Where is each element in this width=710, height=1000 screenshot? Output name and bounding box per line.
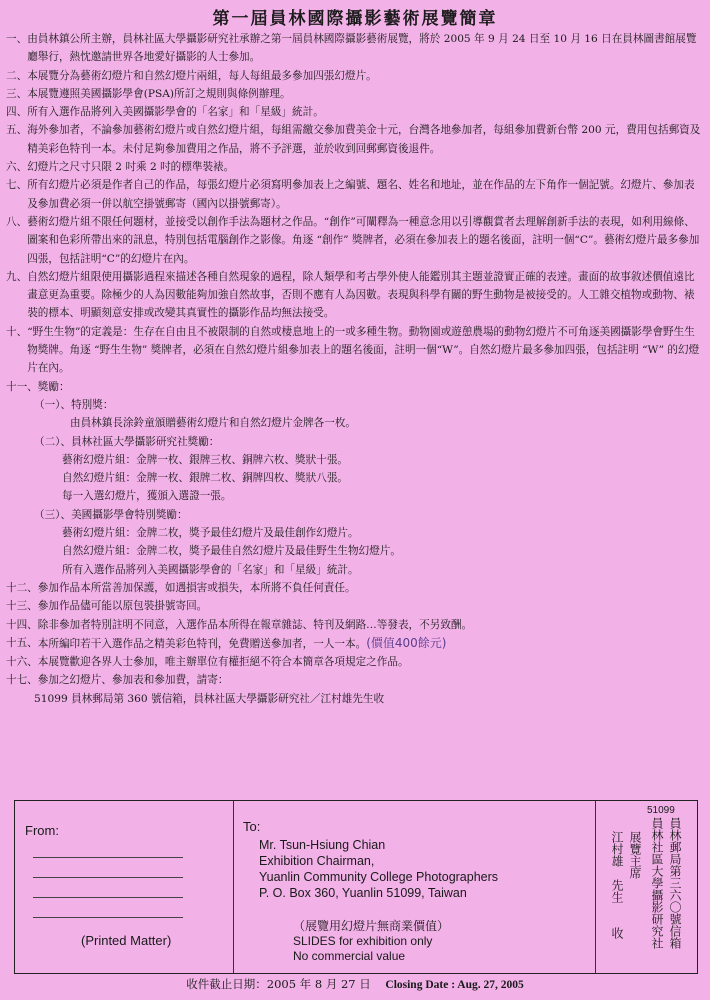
to-line: Yuanlin Community College Photographers [259, 870, 499, 884]
slides-line: （展覽用幻燈片無商業價值） [293, 919, 450, 933]
rule-item [6, 103, 702, 121]
rule-item [6, 158, 702, 176]
rule-text-content: 51099 員林郵局第 360 號信箱，員林社區大學攝影研究社／江村雄先生收 [34, 692, 385, 705]
vertical-recipient: 江村雄 先生 收 [610, 831, 624, 939]
rule-number: 五、 [6, 124, 28, 137]
from-label: From: [25, 823, 59, 838]
rule-item [6, 524, 702, 542]
rule-number: 十七、 [6, 674, 38, 687]
rule-text [27, 323, 702, 378]
rule-item [6, 653, 702, 671]
rule-text [38, 671, 702, 689]
rule-text-content: 本所編印若干入選作品之精美彩色特刊，免費贈送參加者，一人一本。 [37, 637, 367, 650]
rule-number: 七、 [6, 179, 28, 192]
rule-text-content: 獎勵： [37, 380, 70, 393]
mailing-label [14, 800, 698, 974]
rule-number: 十、 [6, 325, 28, 338]
vertical-address-org: 員林社區大學攝影研究社 [650, 817, 664, 949]
rule-item [6, 542, 702, 560]
rule-text-content: （三）、美國攝影學會特別獎勵： [34, 508, 188, 521]
slides-line: No commercial value [293, 949, 406, 963]
rule-text [34, 433, 702, 451]
rule-text-content: 由員林鎮公所主辦，員林社區大學攝影研究社承辦之第一屆員林國際攝影藝術展覽，將於 2005 年 9 月 24 日至 10 月 16 日在員林圖書館展覽廳舉行，熱忱邀請世界各地愛好攝影的人士參加。 [27, 33, 697, 64]
rule-text-content: 所有入選作品將列入美國攝影學會的「名家」和「星級」統計。 [27, 106, 324, 119]
rule-text-content: 海外參加者，不論參加藝術幻燈片或自然幻燈片組，每組需繳交參加費美金十元，台灣各地參加者，每組參加費新台幣 200 元，費用包括郵資及精美彩色特刊一本。未付足夠參加費用之作品，將不予評選，並於收到回郵郵資後退件。 [27, 124, 701, 155]
label-divider-right [595, 801, 596, 973]
closing-date [0, 976, 710, 992]
rule-text-content: （一）、特別獎： [34, 398, 114, 411]
rule-item [6, 561, 702, 579]
rule-number: 四、 [6, 106, 28, 119]
to-line: P. O. Box 360, Yuanlin 51099, Taiwan [259, 886, 467, 900]
rule-item [6, 469, 702, 487]
page-title: 第一屆員林國際攝影藝術展覽簡章 [212, 9, 498, 29]
rule-item [6, 433, 702, 451]
rule-number: 九、 [6, 270, 28, 283]
rule-text [27, 176, 702, 213]
rule-item [6, 85, 702, 103]
rule-text-content: 參加作品儘可能以原包裝掛號寄回。 [37, 600, 208, 613]
rule-text [27, 158, 702, 176]
rule-text [27, 121, 702, 158]
rule-text-content: 參加之幻燈片、參加表和參加費，請寄： [37, 674, 229, 687]
rule-text-content: 自然幻燈片組：金牌二枚，獎予最佳自然幻燈片及最佳野生生物幻燈片。 [62, 545, 401, 558]
rule-text [70, 414, 702, 432]
rule-text-content: 本展覽歡迎各界人士參加，唯主辦單位有權拒絕不符合本簡章各項規定之作品。 [37, 656, 409, 669]
rule-item [6, 414, 702, 432]
rule-number: 十三、 [6, 600, 38, 613]
rule-text-content: 藝術幻燈片組：金牌一枚、銀牌三枚、銅牌六枚、獎狀十張。 [62, 453, 349, 466]
rule-item [6, 176, 702, 213]
rule-text [27, 67, 702, 85]
printed-matter-label: (Printed Matter) [81, 933, 172, 948]
rule-text [62, 451, 702, 469]
rule-text-content: 除非參加者特別註明不同意，入選作品本所得在報章雜誌、特刊及網路…等發表，不另致酬。 [37, 618, 473, 631]
rule-number: 十四、 [6, 618, 38, 631]
rule-item [6, 671, 702, 689]
rule-item [6, 579, 702, 597]
rule-text [62, 487, 702, 505]
rule-item [6, 487, 702, 505]
rule-text [62, 542, 702, 560]
rule-item [6, 378, 702, 396]
rule-text-content: 每一入選幻燈片，獲頒入選證一張。 [62, 490, 232, 503]
rule-number: 十二、 [6, 581, 38, 594]
to-line: Exhibition Chairman, [259, 854, 375, 868]
rule-text-content: 自然幻燈片組限使用攝影過程來描述各種自然現象的過程，除人類學和考古學外使人能鑑別其主題並證實正確的表達。畫面的故事敘述價值遠比畫意更為重要。除極少的人為因數能夠加強自然故事，否則不應有人為因數。表現與科學有關的野生動物是被接受的。人工雜交植物或動物、裱裝的標本、明顯刻意安排或改變其真實性的攝影作品均無法接受。 [27, 270, 695, 320]
rule-item [6, 323, 702, 378]
rule-text [27, 213, 702, 268]
slides-line: SLIDES for exhibition only [293, 934, 433, 948]
rule-number: 十六、 [6, 656, 38, 669]
rule-text-content: 幻燈片之尺寸只限 2 吋乘 2 吋的標準裝裱。 [27, 161, 235, 174]
rule-text [38, 616, 702, 634]
rule-item [6, 268, 702, 323]
from-line-3 [33, 897, 183, 898]
rule-number: 十一、 [6, 380, 38, 393]
rule-text-content: 由員林鎮長涂鈴童頒贈藝術幻燈片和自然幻燈片金牌各一枚。 [70, 417, 357, 430]
rule-text [38, 378, 702, 396]
rule-text-content: 所有幻燈片必須是作者自己的作品，每張幻燈片必須寫明參加表上之編號、題名、姓名和地址，並在作品的左下角作一個記號。幻燈片、參加表及參加費必須一併以航空掛號郵寄（國內以掛號郵寄）。 [27, 179, 695, 210]
rule-number: 六、 [6, 161, 28, 174]
closing-date-en: Closing Date : Aug. 27, 2005 [385, 979, 524, 991]
rule-item [6, 213, 702, 268]
rule-item [6, 597, 702, 615]
rule-number: 二、 [6, 69, 28, 82]
rule-text-content: 藝術幻燈片組不限任何題材，並接受以創作手法為題材之作品。“創作”可闡釋為一種意念用以引導觀賞者去理解創新手法的表現，如利用線條、圖案和色彩所帶出來的訊息，特別包括電腦創作之影像。角逐 “創作” 獎牌者，必須在參加表上的題名後面，註明一個“C”。藝術幻燈片最多參加四張，包括註明“C”的幻燈片在內。 [27, 215, 700, 265]
closing-date-zh: 收件截止日期：2005 年 8 月 27 日 [186, 977, 371, 991]
rule-text [38, 634, 702, 653]
rule-text [27, 85, 702, 103]
rule-text [27, 103, 702, 121]
rule-text-content: 參加作品本所當善加保護，如遇損害或損失，本所將不負任何責任。 [37, 581, 356, 594]
rule-text-content: 本展覽遵照美國攝影學會(PSA)所訂之規則與條例辦理。 [27, 87, 291, 100]
rule-text-content: “野生生物”的定義是：生存在自由且不被限制的自然或棲息地上的一或多種生物。動物園或遊憩農場的動物幻燈片不可角逐美國攝影學會野生生物獎牌。角逐 “野生生物” 獎牌者，必須在自然幻燈片組參加表上的題名後面，註明一個“W”。自然幻燈片最多參加四張，包括註明 “W” 的幻燈片在內。 [27, 325, 700, 375]
rule-item [6, 690, 702, 708]
label-divider-left [233, 801, 234, 973]
from-line-1 [33, 857, 183, 858]
rule-item [6, 396, 702, 414]
handwritten-note: (價值400餘元) [366, 635, 447, 650]
rule-text [62, 561, 702, 579]
rule-text [34, 690, 702, 708]
rule-text [38, 579, 702, 597]
to-line: Mr. Tsun-Hsiung Chian [259, 838, 386, 852]
from-line-2 [33, 877, 183, 878]
rule-item [6, 30, 702, 67]
vertical-address-po: 員林郵局第三六〇號信箱 [668, 817, 682, 949]
rule-item [6, 616, 702, 634]
slides-note [293, 919, 449, 964]
rule-number: 一、 [6, 33, 28, 45]
rule-text-content: （二）、員林社區大學攝影研究社獎勵： [34, 435, 220, 448]
from-line-4 [33, 917, 183, 918]
rule-text [27, 268, 702, 323]
rule-text-content: 本展覽分為藝術幻燈片和自然幻燈片兩組，每人每組最多參加四張幻燈片。 [27, 69, 377, 82]
postcode: 51099 [647, 805, 675, 816]
rule-text [34, 506, 702, 524]
rule-text [62, 469, 702, 487]
rule-text [62, 524, 702, 542]
rule-item [6, 506, 702, 524]
rule-text-content: 藝術幻燈片組：金牌二枚，獎予最佳幻燈片及最佳創作幻燈片。 [62, 527, 359, 540]
rule-text-content: 自然幻燈片組：金牌一枚、銀牌二枚、銅牌四枚、獎狀八張。 [62, 472, 349, 485]
rule-item [6, 67, 702, 85]
rule-number: 三、 [6, 87, 28, 100]
rule-item [6, 451, 702, 469]
rule-item [6, 121, 702, 158]
rule-text [34, 396, 702, 414]
rule-item [6, 634, 702, 653]
rule-text [38, 597, 702, 615]
vertical-chairman-title: 展覽主席 [628, 831, 642, 879]
rule-text [27, 30, 702, 67]
to-label: To: [243, 819, 261, 834]
rule-number: 十五、 [6, 636, 38, 649]
rule-number: 八、 [6, 215, 28, 228]
rule-text [38, 653, 702, 671]
to-address [259, 837, 498, 901]
rule-text-content: 所有入選作品將列入美國攝影學會的「名家」和「星級」統計。 [62, 563, 359, 576]
rules-list [6, 30, 702, 708]
